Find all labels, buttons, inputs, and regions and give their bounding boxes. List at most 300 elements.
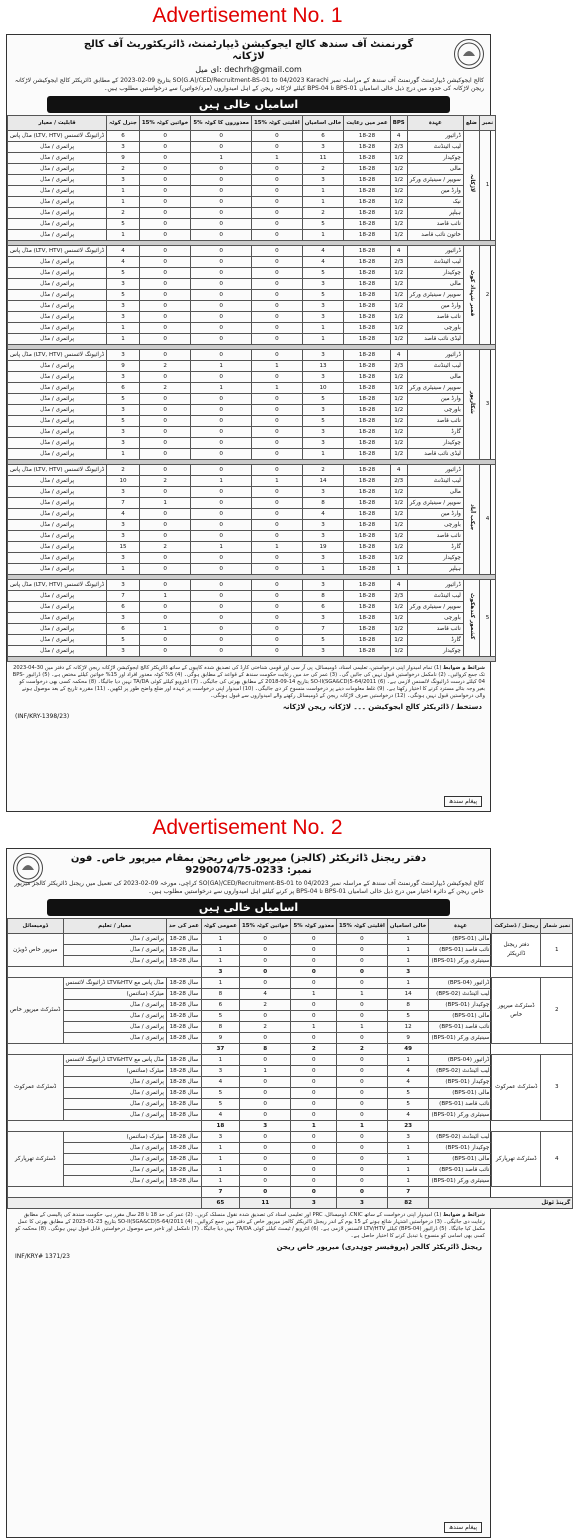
- general-quota-cell: 4: [107, 246, 140, 257]
- age-cell: 18-28 سال: [166, 1110, 201, 1121]
- general-quota-cell: 5: [107, 219, 140, 230]
- women-quota-cell: 4: [239, 989, 291, 1000]
- bps-cell: 1/2: [390, 383, 407, 394]
- minority-quota-cell: 0: [337, 1000, 388, 1011]
- total-general-cell: 7: [201, 1187, 239, 1198]
- minority-quota-cell: 0: [337, 1165, 388, 1176]
- minority-quota-cell: 0: [251, 230, 302, 241]
- post-cell: ڈرائیور (BPS-04): [429, 978, 492, 989]
- table-header-row: [8, 919, 573, 934]
- column-header: ڈومیسائل: [8, 919, 64, 934]
- bps-cell: 1/2: [390, 520, 407, 531]
- table-row: [8, 219, 496, 230]
- total-general-cell: 37: [201, 1044, 239, 1055]
- vacancies-cell: 5: [387, 1088, 429, 1099]
- table-row: [8, 142, 496, 153]
- disabled-quota-cell: 0: [191, 208, 252, 219]
- age-cell: 18-28 سال: [166, 989, 201, 1000]
- disabled-quota-cell: 0: [191, 290, 252, 301]
- disabled-quota-cell: 0: [291, 1011, 337, 1022]
- qualification-cell: پرائمری / مڈل: [8, 394, 107, 405]
- disabled-quota-cell: 0: [291, 1165, 337, 1176]
- qualification-cell: پرائمری / مڈل: [8, 208, 107, 219]
- table-row: [8, 208, 496, 219]
- district-cell: کشمور کندھکوٹ: [463, 580, 479, 657]
- table-row: [8, 131, 496, 142]
- minority-quota-cell: 0: [251, 268, 302, 279]
- disabled-quota-cell: 0: [291, 1154, 337, 1165]
- vacancies-cell: 3: [302, 520, 344, 531]
- women-quota-cell: 0: [239, 1055, 291, 1066]
- group-separator: [8, 657, 496, 662]
- women-quota-cell: 2: [139, 361, 191, 372]
- vacancies-cell: 4: [302, 246, 344, 257]
- minority-quota-cell: 1: [337, 989, 388, 1000]
- post-cell: گارڈ: [407, 427, 463, 438]
- serial-cell: 1: [541, 934, 573, 967]
- table-row: [8, 553, 496, 564]
- post-cell: مالی: [407, 487, 463, 498]
- post-cell: چوکیدار: [407, 553, 463, 564]
- women-quota-cell: 0: [239, 956, 291, 967]
- qualification-cell: پرائمری / مڈل: [8, 383, 107, 394]
- disabled-quota-cell: 0: [291, 1033, 337, 1044]
- bps-cell: 1/2: [390, 279, 407, 290]
- women-quota-cell: 0: [139, 268, 191, 279]
- women-quota-cell: 0: [139, 438, 191, 449]
- women-quota-cell: 0: [239, 1132, 291, 1143]
- table-row: [8, 934, 573, 945]
- disabled-quota-cell: 0: [191, 279, 252, 290]
- minority-quota-cell: 0: [251, 646, 302, 657]
- general-quota-cell: 1: [107, 186, 140, 197]
- table-row: [8, 323, 496, 334]
- group-total-row: [8, 967, 573, 978]
- general-quota-cell: 1: [201, 956, 239, 967]
- ad1-vacancy-table: [7, 115, 496, 662]
- general-quota-cell: 3: [107, 405, 140, 416]
- post-cell: مالی: [407, 372, 463, 383]
- qualification-cell: پرائمری / مڈل: [8, 520, 107, 531]
- table-row: [8, 372, 496, 383]
- table-row: [8, 1077, 573, 1088]
- vacancies-cell: 3: [302, 350, 344, 361]
- bps-cell: 4: [390, 131, 407, 142]
- general-quota-cell: 9: [201, 1033, 239, 1044]
- post-cell: لیب اٹینڈنٹ: [407, 142, 463, 153]
- general-quota-cell: 3: [107, 531, 140, 542]
- table-row: [8, 956, 573, 967]
- bps-cell: 1/2: [390, 186, 407, 197]
- age-cell: 18-28: [344, 553, 390, 564]
- qualification-cell: پرائمری / مڈل: [8, 361, 107, 372]
- disabled-quota-cell: 0: [191, 312, 252, 323]
- ad2-panel: [6, 848, 571, 1538]
- general-quota-cell: 6: [107, 131, 140, 142]
- vacancies-cell: 1: [302, 334, 344, 345]
- minority-quota-cell: 1: [251, 383, 302, 394]
- general-quota-cell: 6: [107, 383, 140, 394]
- table-row: [8, 1132, 573, 1143]
- qualification-cell: پرائمری / مڈل: [8, 564, 107, 575]
- disabled-quota-cell: 0: [291, 1000, 337, 1011]
- table-row: [8, 268, 496, 279]
- post-cell: مالی: [407, 279, 463, 290]
- disabled-quota-cell: 0: [191, 186, 252, 197]
- age-cell: 18-28: [344, 279, 390, 290]
- district-cell: ڈسٹرکٹ عمرکوٹ: [492, 1055, 541, 1121]
- post-cell: ڈرائیور: [407, 580, 463, 591]
- qualification-cell: مڈل پاس (LTV, HTV) ڈرائیونگ لائسنس: [8, 465, 107, 476]
- bps-cell: 1/2: [390, 219, 407, 230]
- vacancies-cell: 6: [302, 602, 344, 613]
- district-cell: شکارپور: [463, 350, 479, 460]
- age-cell: 18-28 سال: [166, 1033, 201, 1044]
- post-cell: مالی (BPS-01): [429, 1154, 492, 1165]
- vacancies-cell: 1: [387, 1055, 429, 1066]
- table-row: [8, 1022, 573, 1033]
- general-quota-cell: 1: [201, 934, 239, 945]
- vacancies-cell: 7: [302, 624, 344, 635]
- general-quota-cell: 15: [107, 542, 140, 553]
- vacancies-cell: 3: [302, 279, 344, 290]
- women-quota-cell: 0: [139, 164, 191, 175]
- age-cell: 18-28: [344, 383, 390, 394]
- post-cell: سویپر / سینیٹری ورکر: [407, 290, 463, 301]
- disabled-quota-cell: 0: [191, 268, 252, 279]
- vacancies-cell: 6: [302, 131, 344, 142]
- post-cell: نائب قاصد: [407, 312, 463, 323]
- qualification-cell: پرائمری / مڈل: [8, 646, 107, 657]
- qualification-cell: پرائمری / مڈل: [8, 257, 107, 268]
- disabled-quota-cell: 0: [191, 246, 252, 257]
- minority-quota-cell: 0: [251, 624, 302, 635]
- disabled-quota-cell: 0: [291, 1055, 337, 1066]
- women-quota-cell: 1: [139, 498, 191, 509]
- age-cell: 18-28 سال: [166, 1132, 201, 1143]
- general-quota-cell: 5: [201, 1011, 239, 1022]
- general-quota-cell: 2: [107, 164, 140, 175]
- domicile-cell: ڈسٹرکٹ تھرپارکر: [8, 1132, 64, 1187]
- minority-quota-cell: 0: [337, 1033, 388, 1044]
- separator-cell: [8, 657, 496, 662]
- disabled-quota-cell: 0: [191, 334, 252, 345]
- age-cell: 18-28: [344, 361, 390, 372]
- post-cell: سینیٹری ورکر (BPS-01): [429, 1110, 492, 1121]
- column-header: عمومی کوٹہ: [201, 919, 239, 934]
- bps-cell: 1/2: [390, 268, 407, 279]
- domicile-cell: ڈسٹرکٹ میرپور خاص: [8, 978, 64, 1044]
- qualification-cell: پرائمری / مڈل: [8, 175, 107, 186]
- women-quota-cell: 0: [139, 509, 191, 520]
- vacancies-cell: 4: [387, 1077, 429, 1088]
- age-cell: 18-28: [344, 131, 390, 142]
- post-cell: لیب اٹینڈنٹ (BPS-02): [429, 989, 492, 1000]
- qualification-cell: میٹرک (سائنس): [63, 1132, 166, 1143]
- qualification-cell: پرائمری / مڈل: [63, 1088, 166, 1099]
- table-row: [8, 1000, 573, 1011]
- age-cell: 18-28: [344, 487, 390, 498]
- general-quota-cell: 3: [107, 142, 140, 153]
- total-minority-cell: 1: [337, 1121, 388, 1132]
- disabled-quota-cell: 0: [191, 230, 252, 241]
- table-row: [8, 613, 496, 624]
- table-row: [8, 301, 496, 312]
- bps-cell: 1/2: [390, 405, 407, 416]
- disabled-quota-cell: 0: [291, 934, 337, 945]
- column-header: عمر کی حد: [166, 919, 201, 934]
- bps-cell: 1/2: [390, 312, 407, 323]
- women-quota-cell: 0: [139, 279, 191, 290]
- general-quota-cell: 5: [107, 416, 140, 427]
- general-quota-cell: 2: [107, 465, 140, 476]
- age-cell: 18-28: [344, 230, 390, 241]
- table-row: [8, 405, 496, 416]
- age-cell: 18-28 سال: [166, 945, 201, 956]
- general-quota-cell: 3: [107, 646, 140, 657]
- minority-quota-cell: 0: [337, 1066, 388, 1077]
- women-quota-cell: 0: [139, 197, 191, 208]
- office-title: دفتر ریجنل ڈائریکٹر (کالجز) میرپور خاص ریجن بمقام میرپور خاص۔ فون نمبر: 0233-9290074/75: [70, 853, 427, 876]
- table-row: [8, 350, 496, 361]
- disabled-quota-cell: 0: [191, 487, 252, 498]
- women-quota-cell: 0: [139, 635, 191, 646]
- post-cell: چوکیدار: [407, 646, 463, 657]
- table-row: [8, 989, 573, 1000]
- qualification-cell: پرائمری / مڈل: [8, 449, 107, 460]
- disabled-quota-cell: 0: [191, 372, 252, 383]
- women-quota-cell: 0: [239, 1099, 291, 1110]
- general-quota-cell: 3: [107, 301, 140, 312]
- general-quota-cell: 1: [107, 449, 140, 460]
- ad2-header: Advertisement No. 2: [152, 816, 343, 839]
- table-row: [8, 580, 496, 591]
- age-cell: 18-28: [344, 153, 390, 164]
- minority-quota-cell: 0: [251, 405, 302, 416]
- post-cell: وارڈ مین: [407, 509, 463, 520]
- bps-cell: 1/2: [390, 635, 407, 646]
- disabled-quota-cell: 0: [291, 1143, 337, 1154]
- age-cell: 18-28: [344, 602, 390, 613]
- age-cell: 18-28 سال: [166, 1066, 201, 1077]
- disabled-quota-cell: 1: [191, 542, 252, 553]
- group-total-row: [8, 1121, 573, 1132]
- women-quota-cell: 0: [139, 142, 191, 153]
- women-quota-cell: 2: [139, 542, 191, 553]
- disabled-quota-cell: 0: [191, 498, 252, 509]
- table-row: [8, 978, 573, 989]
- minority-quota-cell: 0: [337, 1154, 388, 1165]
- minority-quota-cell: 0: [251, 602, 302, 613]
- qualification-cell: پرائمری / مڈل: [63, 1143, 166, 1154]
- total-women-cell: 0: [239, 967, 291, 978]
- bps-cell: 1/2: [390, 372, 407, 383]
- serial-cell: 1: [479, 131, 495, 241]
- district-cell: ڈسٹرکٹ تھرپارکر: [492, 1132, 541, 1187]
- age-cell: 18-28: [344, 197, 390, 208]
- total-minority-cell: 2: [337, 1044, 388, 1055]
- group-total-row: [8, 1044, 573, 1055]
- minority-quota-cell: 0: [337, 1143, 388, 1154]
- minority-quota-cell: 1: [251, 153, 302, 164]
- post-cell: لیب اٹینڈنٹ: [407, 257, 463, 268]
- table-row: [8, 1066, 573, 1077]
- table-row: [8, 279, 496, 290]
- vacancies-cell: 1: [302, 230, 344, 241]
- general-quota-cell: 1: [201, 1165, 239, 1176]
- general-quota-cell: 3: [107, 175, 140, 186]
- disabled-quota-cell: 1: [191, 153, 252, 164]
- general-quota-cell: 5: [107, 635, 140, 646]
- district-cell: ڈسٹرکٹ میرپور خاص: [492, 978, 541, 1044]
- email-address[interactable]: dechrh@gmail.com: [224, 65, 302, 74]
- post-cell: چوکیدار: [407, 438, 463, 449]
- terms-text: (1) تمام امیدوار اپنی درخواستیں، تعلیمی اسناد، ڈومیسائل، پی آر سی اور قومی شناختی کارڈ کی تصدیق شدہ کاپیوں کے ساتھ ڈائریکٹر کالج ایجوکیشن لاڑکانہ ریجن لاڑکانہ کے دفتر میں 30-04-2023 تک جمع کروائیں۔ (2) نامکمل درخواستیں قبول نہیں کی جائیں گی۔ (3) عمر کی حد میں رعایت حکومت سندھ کے قواعد کے مطابق ہوگی۔ (4) 5% کوٹہ معذور افراد اور 15% خواتین کیلئے مختص ہے۔ (5) ڈرائیور BPS-04 کیلئے درست ڈرائیونگ لائسنس لازمی ہے۔ (6) SO-II(SGA&CD)5-64/2011 بتاریخ 14-09-2018 کے مطابق بھرتی کی جائیگی۔ (7) انٹرویو کیلئے کوئی TA/DA نہیں دیا جائیگا۔ (8) محکمہ کسی بھی درخواست کو بغیر وجہ بتائے مسترد کرنے کا اختیار رکھتا ہے۔ (9) غلط معلومات دینے پر درخواست منسوخ کر دی جائیگی۔ (10) امیدوار اپنی درخواست پر عہدہ اور ضلع واضح طور پر لکھیں۔ (11) مقررہ تاریخ کے بعد موصول ہونے والی درخواستیں قبول نہیں ہونگی۔ (12) درخواستیں صرف لاڑکانہ ریجن کے ڈومیسائل رکھنے والے امیدواروں سے قبول ہونگی۔: [12, 665, 485, 699]
- post-cell: نائب قاصد: [407, 219, 463, 230]
- qualification-cell: پرائمری / مڈل: [8, 312, 107, 323]
- post-cell: سویپر / سینیٹری ورکر: [407, 602, 463, 613]
- vacancies-cell: 3: [302, 372, 344, 383]
- bps-cell: 1/2: [390, 208, 407, 219]
- general-quota-cell: 3: [107, 372, 140, 383]
- sindh-logo-icon: [13, 853, 43, 883]
- general-quota-cell: 5: [107, 394, 140, 405]
- disabled-quota-cell: 0: [191, 531, 252, 542]
- total-women-cell: 0: [239, 1187, 291, 1198]
- qualification-cell: پرائمری / مڈل: [63, 1011, 166, 1022]
- women-quota-cell: 0: [139, 465, 191, 476]
- post-cell: سویپر / سینیٹری ورکر: [407, 383, 463, 394]
- general-quota-cell: 9: [107, 153, 140, 164]
- bps-cell: 1/2: [390, 613, 407, 624]
- vacancies-cell: 3: [302, 312, 344, 323]
- qualification-cell: پرائمری / مڈل: [8, 186, 107, 197]
- qualification-cell: مڈل پاس (LTV, HTV) ڈرائیونگ لائسنس: [8, 131, 107, 142]
- post-cell: وارڈ مین: [407, 301, 463, 312]
- minority-quota-cell: 1: [251, 476, 302, 487]
- minority-quota-cell: 0: [337, 1055, 388, 1066]
- terms-text: (1) امیدوار اپنی درخواست کے ساتھ CNIC، ڈومیسائل، PRC اور تعلیمی اسناد کی تصدیق شدہ نقول منسلک کریں۔ (2) عمر کی حد 18 تا 28 سال مقرر ہے، حکومت سندھ کی پالیسی کے مطابق رعایت دی جائیگی۔ (3) درخواستیں اشتہار شائع ہونے کے 15 یوم کے اندر ریجنل ڈائریکٹر کالجز میرپور خاص کے دفتر میں جمع کروائیں۔ (4) SO-II(SGA&CD)5-64/2011 بتاریخ 23-01-2023 کے مطابق بھرتی کا عمل مکمل کیا جائیگا۔ (5) ڈرائیور (BPS-04) کیلئے LTV/HTV لائسنس لازمی ہے۔ (6) انٹرویو / ٹیسٹ کیلئے کوئی TA/DA نہیں دیا جائیگا۔ (7) نامکمل اور تاخیر سے موصول درخواستیں قابل قبول نہیں ہونگی۔ (8) محکمہ کو کسی بھی اسامی کو منسوخ یا تبدیل کرنے کا اختیار حاصل ہے۔: [15, 1212, 485, 1239]
- minority-quota-cell: 0: [251, 279, 302, 290]
- qualification-cell: پرائمری / مڈل: [8, 323, 107, 334]
- blank-cell: [429, 967, 573, 978]
- table-row: [8, 509, 496, 520]
- qualification-cell: پرائمری / مڈل: [63, 1176, 166, 1187]
- column-header: جنرل کوٹہ: [107, 116, 140, 131]
- general-quota-cell: 1: [201, 945, 239, 956]
- vacancies-cell: 3: [302, 646, 344, 657]
- post-cell: سینیٹری ورکر (BPS-01): [429, 1176, 492, 1187]
- serial-cell: 3: [541, 1055, 573, 1121]
- age-cell: 18-28 سال: [166, 1099, 201, 1110]
- column-header: عہدہ: [407, 116, 463, 131]
- qualification-cell: پرائمری / مڈل: [8, 427, 107, 438]
- vacancies-cell: 8: [387, 1000, 429, 1011]
- sindh-logo-icon: [454, 39, 484, 69]
- district-cell: دفتر ریجنل ڈائریکٹر: [492, 934, 541, 967]
- women-quota-cell: 0: [139, 153, 191, 164]
- age-cell: 18-28: [344, 449, 390, 460]
- age-cell: 18-28 سال: [166, 934, 201, 945]
- terms-title: شرائط و ضوابط: [443, 1212, 485, 1218]
- qualification-cell: پرائمری / مڈل: [63, 1022, 166, 1033]
- table-row: [8, 591, 496, 602]
- post-cell: ڈرائیور (BPS-04): [429, 1055, 492, 1066]
- bps-cell: 1/2: [390, 230, 407, 241]
- women-quota-cell: 0: [139, 553, 191, 564]
- general-quota-cell: 4: [201, 1077, 239, 1088]
- bps-cell: 1: [390, 564, 407, 575]
- bps-cell: 1/2: [390, 438, 407, 449]
- women-quota-cell: 0: [139, 487, 191, 498]
- women-quota-cell: 0: [239, 1033, 291, 1044]
- ad1-signature: دستخط / ڈائریکٹر کالج ایجوکیشن ۔۔۔ لاڑکانہ ریجن لاڑکانہ: [282, 703, 482, 711]
- column-header: 5% معذوروں کا کوٹہ: [191, 116, 252, 131]
- qualification-cell: پرائمری / مڈل: [8, 476, 107, 487]
- post-cell: سینیٹری ورکر (BPS-01): [429, 956, 492, 967]
- general-quota-cell: 4: [107, 509, 140, 520]
- vacancies-cell: 3: [302, 613, 344, 624]
- disabled-quota-cell: 0: [291, 1088, 337, 1099]
- vacancies-cell: 5: [387, 1099, 429, 1110]
- general-quota-cell: 4: [201, 1110, 239, 1121]
- women-quota-cell: 0: [139, 394, 191, 405]
- general-quota-cell: 3: [107, 312, 140, 323]
- vacancies-cell: 11: [302, 153, 344, 164]
- general-quota-cell: 1: [107, 564, 140, 575]
- age-cell: 18-28 سال: [166, 1055, 201, 1066]
- table-row: [8, 564, 496, 575]
- women-quota-cell: 0: [139, 175, 191, 186]
- post-cell: نیک: [407, 197, 463, 208]
- bps-cell: 1/2: [390, 197, 407, 208]
- general-quota-cell: 3: [201, 1132, 239, 1143]
- women-quota-cell: 0: [139, 323, 191, 334]
- total-minority-cell: 0: [337, 967, 388, 978]
- vacancies-cell: 3: [302, 580, 344, 591]
- post-cell: چوکیدار (BPS-01): [429, 1077, 492, 1088]
- disabled-quota-cell: 0: [191, 624, 252, 635]
- women-quota-cell: 0: [139, 257, 191, 268]
- minority-quota-cell: 0: [251, 465, 302, 476]
- women-quota-cell: 0: [139, 246, 191, 257]
- table-row: [8, 1055, 573, 1066]
- women-quota-cell: 2: [139, 383, 191, 394]
- minority-quota-cell: 0: [251, 219, 302, 230]
- age-cell: 18-28 سال: [166, 1088, 201, 1099]
- bps-cell: 1/2: [390, 416, 407, 427]
- bps-cell: 2/3: [390, 476, 407, 487]
- age-cell: 18-28: [344, 542, 390, 553]
- minority-quota-cell: 0: [251, 312, 302, 323]
- table-row: [8, 290, 496, 301]
- minority-quota-cell: 1: [337, 1022, 388, 1033]
- table-row: [8, 646, 496, 657]
- table-row: [8, 1011, 573, 1022]
- blank-cell: [8, 967, 202, 978]
- qualification-cell: پرائمری / مڈل: [8, 142, 107, 153]
- age-cell: 18-28: [344, 175, 390, 186]
- vacancies-cell: 1: [302, 323, 344, 334]
- minority-quota-cell: 0: [251, 591, 302, 602]
- age-cell: 18-28 سال: [166, 1143, 201, 1154]
- age-cell: 18-28: [344, 219, 390, 230]
- disabled-quota-cell: 1: [191, 361, 252, 372]
- vacancies-cell: 10: [302, 383, 344, 394]
- age-cell: 18-28: [344, 624, 390, 635]
- general-quota-cell: 3: [107, 427, 140, 438]
- general-quota-cell: 3: [201, 1066, 239, 1077]
